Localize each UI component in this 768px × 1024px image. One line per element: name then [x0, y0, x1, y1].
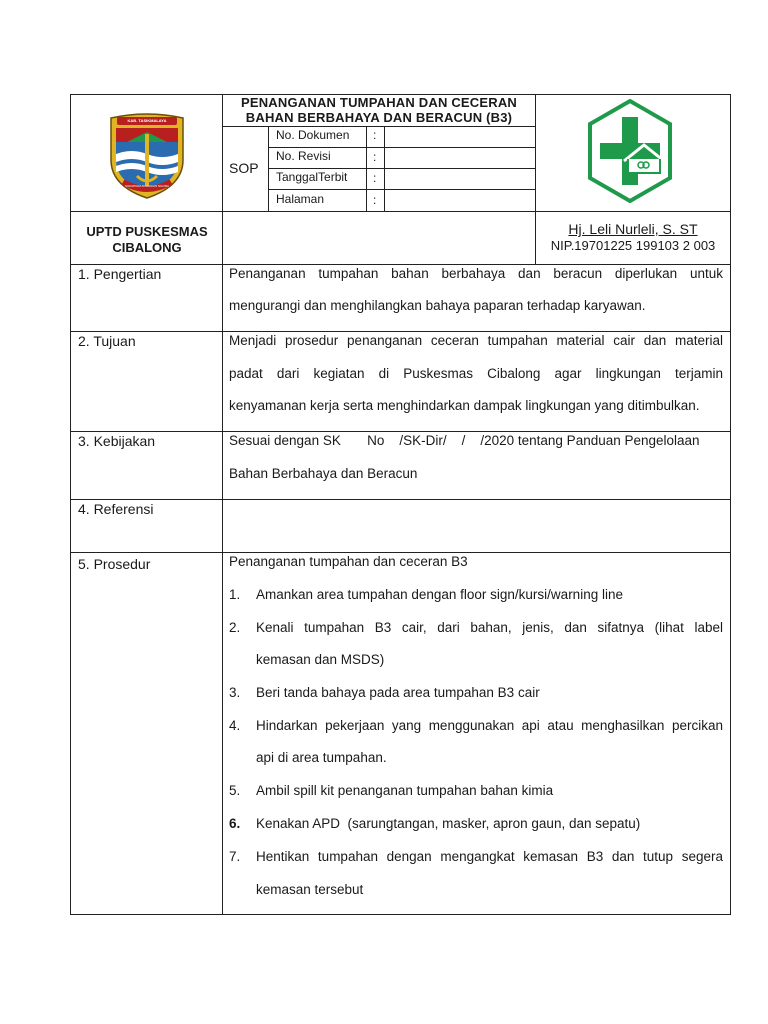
prosedur-intro: Penanganan tumpahan dan ceceran B3 — [229, 554, 468, 569]
section-label-referensi: 4. Referensi — [78, 501, 154, 517]
health-cross-icon — [588, 99, 672, 203]
signer-nip: NIP.19701225 199103 2 003 — [550, 238, 716, 253]
meta-sep: : — [373, 193, 377, 207]
section-label-pengertian: 1. Pengertian — [78, 266, 162, 282]
meta-label-halaman: Halaman — [276, 192, 325, 206]
section-label-kebijakan: 3. Kebijakan — [78, 433, 156, 449]
meta-sep: : — [373, 171, 377, 185]
step-number: 4. — [229, 718, 241, 733]
step-text: Kenali tumpahan B3 cair, dari bahan, jenis, dan sifatnya (lihat label — [256, 620, 723, 635]
emblem-motto: SUKAPURA NGADAUN NGORA — [124, 184, 169, 188]
kebijakan-line1: Sesuai dengan SK No /SK-Dir/ / /2020 tentang Panduan Pengelolaan — [229, 433, 700, 448]
step-text: Kenakan APD (sarungtangan, masker, apron gaun, dan sepatu) — [256, 816, 641, 831]
tujuan-line1: Menjadi prosedur penanganan ceceran tumpahan material cair dan material — [229, 333, 723, 348]
tujuan-line2: padat dari kegiatan di Puskesmas Cibalong agar lingkungan terjamin — [229, 366, 723, 381]
step-number: 5. — [229, 783, 241, 798]
step-number: 1. — [229, 587, 241, 602]
pengertian-line1: Penanganan tumpahan bahan berbahaya dan beracun diperlukan untuk — [229, 266, 723, 281]
step-text: Hindarkan pekerjaan yang menggunakan api atau menghasilkan percikan — [256, 718, 723, 733]
step-number: 3. — [229, 685, 241, 700]
meta-sep: : — [373, 150, 377, 164]
document-title-line2: BAHAN BERBAHAYA DAN BERACUN (B3) — [245, 110, 513, 125]
kebijakan-line2: Bahan Berbahaya dan Beracun — [229, 466, 418, 481]
step-number: 2. — [229, 620, 241, 635]
emblem-title: KAB. TASIKMALAYA — [127, 118, 167, 123]
tujuan-line3: kenyamanan kerja serta menghindarkan dampak lingkungan yang ditimbulkan. — [229, 398, 700, 413]
sop-label: SOP — [229, 160, 259, 176]
step-text: Beri tanda bahaya pada area tumpahan B3 cair — [256, 685, 540, 700]
signer-name: Hj. Leli Nurleli, S. ST — [568, 221, 698, 237]
meta-label-no-revisi: No. Revisi — [276, 149, 331, 163]
step-number: 6. — [229, 816, 241, 831]
step-text: Hentikan tumpahan dengan mengangkat kemasan B3 dan tutup segera — [256, 849, 723, 864]
section-label-prosedur: 5. Prosedur — [78, 556, 151, 572]
step-text: Ambil spill kit penanganan tumpahan bahan kimia — [256, 783, 554, 798]
org-name-line1: UPTD PUSKESMAS — [86, 224, 208, 239]
step-text-cont: kemasan tersebut — [256, 882, 364, 897]
meta-label-tanggal-terbit: TanggalTerbit — [276, 170, 348, 184]
step-text-cont: kemasan dan MSDS) — [256, 652, 385, 667]
meta-sep: : — [373, 128, 377, 142]
document-title-line1: PENANGANAN TUMPAHAN DAN CECERAN — [240, 95, 518, 110]
regency-emblem — [107, 112, 187, 200]
meta-label-no-dokumen: No. Dokumen — [276, 128, 350, 142]
step-text: Amankan area tumpahan dengan floor sign/kursi/warning line — [256, 587, 623, 602]
puskesmas-logo — [588, 99, 672, 203]
step-text-cont: api di area tumpahan. — [256, 750, 387, 765]
org-name-line2: CIBALONG — [112, 240, 182, 255]
pengertian-line2: mengurangi dan menghilangkan bahaya paparan terhadap karyawan. — [229, 298, 646, 313]
step-number: 7. — [229, 849, 241, 864]
section-label-tujuan: 2. Tujuan — [78, 333, 136, 349]
